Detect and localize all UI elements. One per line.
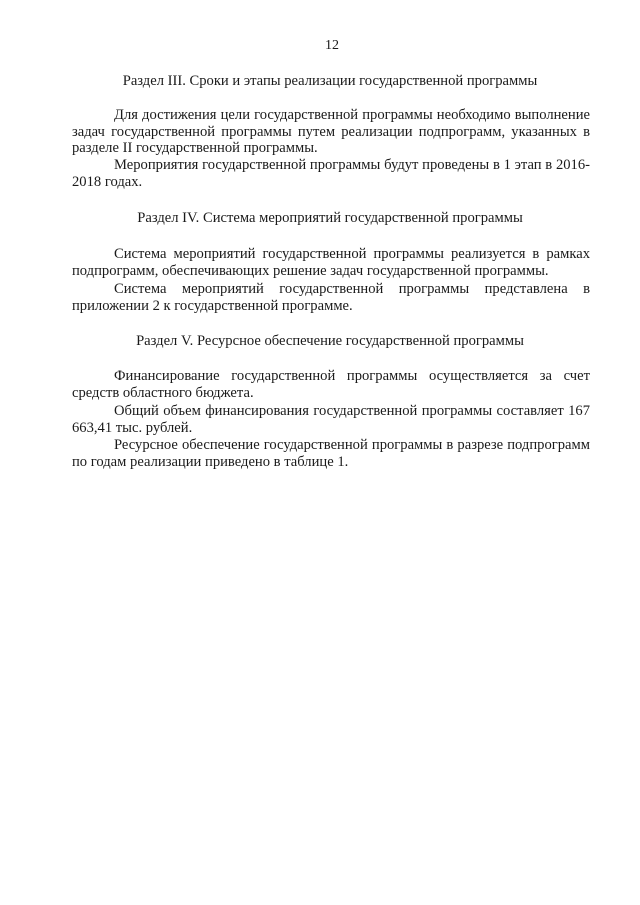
section-5-paragraph-3: Ресурсное обеспечение государственной программы в разрезе подпрограмм по годам реализации приведено в таблице 1. <box>72 437 590 470</box>
section-5-paragraph-2: Общий объем финансирования государственной программы составляет 167 663,41 тыс. рублей. <box>72 403 590 436</box>
section-heading-5: Раздел V. Ресурсное обеспечение государственной программы <box>136 333 524 349</box>
section-4-paragraph-2: Система мероприятий государственной программы представлена в приложении 2 к государственной программе. <box>72 281 590 314</box>
section-3-paragraph-2: Мероприятия государственной программы будут проведены в 1 этап в 2016-2018 годах. <box>72 157 590 190</box>
page-number: 12 <box>325 38 339 53</box>
section-3-paragraph-1: Для достижения цели государственной программы необходимо выполнение задач государственной программы путем реализации подпрограмм, указанных в разделе II государственной программы. <box>72 107 590 156</box>
section-5-paragraph-1: Финансирование государственной программы осуществляется за счет средств областного бюджета. <box>72 368 590 401</box>
section-4-paragraph-1: Система мероприятий государственной программы реализуется в рамках подпрограмм, обеспечивающих решение задач государственной программы. <box>72 246 590 279</box>
section-heading-3: Раздел III. Сроки и этапы реализации государственной программы <box>122 73 538 89</box>
section-heading-4: Раздел IV. Система мероприятий государственной программы <box>137 210 523 226</box>
